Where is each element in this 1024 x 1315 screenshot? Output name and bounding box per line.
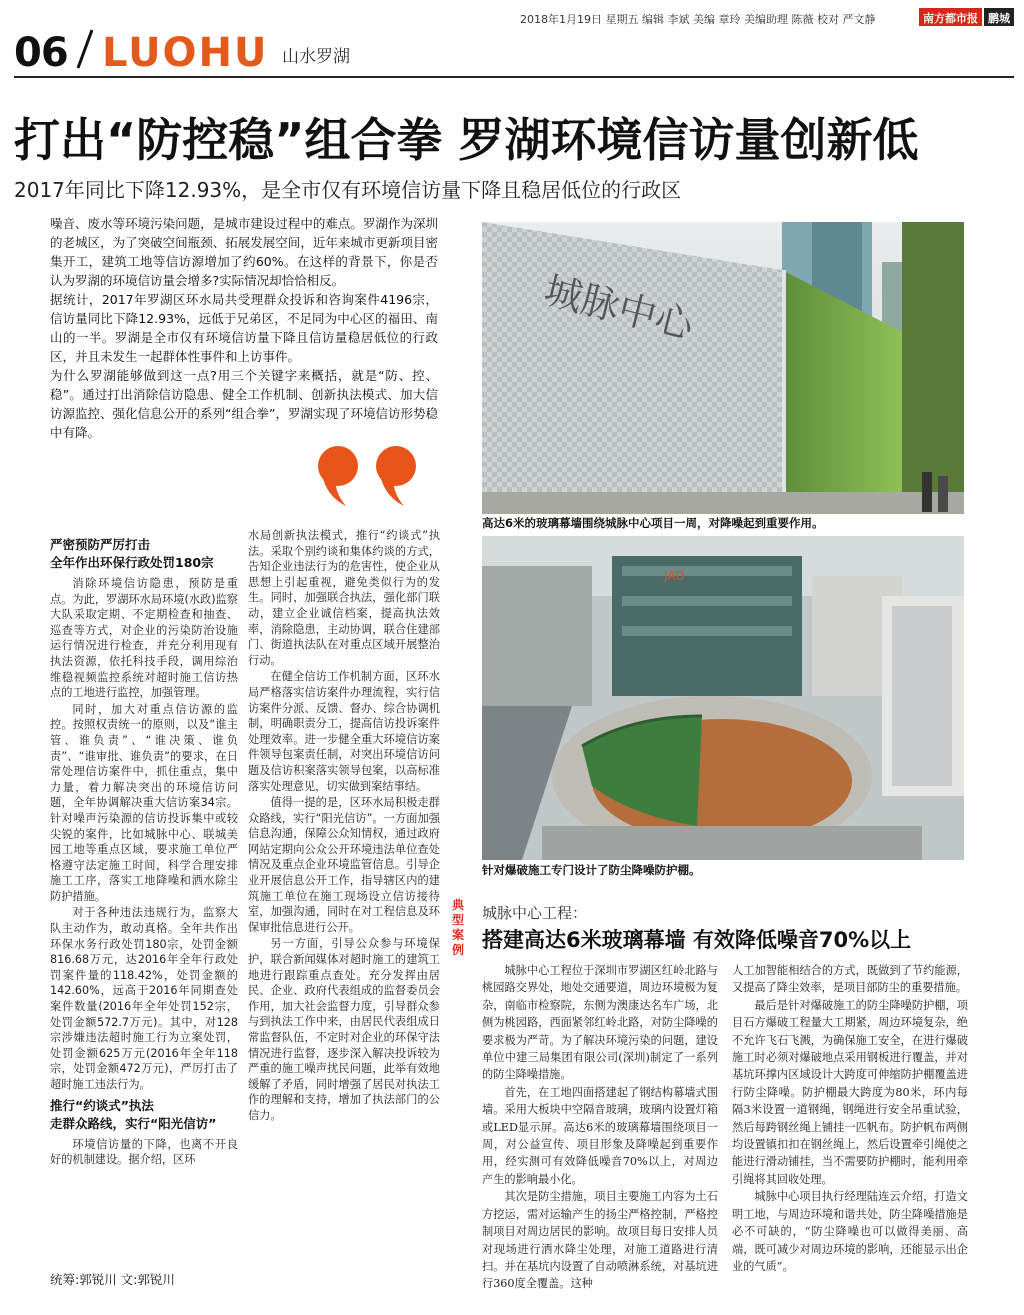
case-name: 城脉中心工程： bbox=[482, 904, 588, 922]
case-column-1 bbox=[482, 962, 718, 1293]
slash-divider bbox=[74, 26, 96, 72]
case-paragraph: 城脉中心工程位于深圳市罗湖区红岭北路与桃园路交界处，地处交通要道，周边环境极为复杂，南临市检察院，东侧为澳康达名车广场，北侧为桃园路，西面紧邻红岭北路，对防尘降噪的要求极为严苛。为了解决环境污染的问题，建设单位中建三局集团有限公司(深圳)制定了一系列的防尘降噪措施。 bbox=[482, 964, 718, 1082]
subhead-line: 推行“约谈式”执法 bbox=[50, 1097, 154, 1113]
logo-text-2: 鹏城 bbox=[984, 8, 1014, 26]
lead-paragraphs bbox=[50, 214, 438, 442]
lead-paragraph: 噪音、废水等环境污染问题，是城市建设过程中的难点。罗湖作为深圳的老城区，为了突破空间瓶颈、拓展发展空间，近年来城市更新项目密集开工，建筑工地等信访源增加了约60%。在这样的背景下，你是否认为罗湖的环境信访量会增多?实际情况却恰恰相反。 bbox=[50, 216, 438, 288]
body-paragraph: 在健全信访工作机制方面，区环水局严格落实信访案件办理流程，实行信访案件分派、反馈、督办、综合协调机制，明确职责分工，提高信访投诉案件处理效率。进一步健全重大环境信访案件领导包案责任制，对突出环境信访问题及信访积案落实领导包案，以高标准落实处理意见，切实做到案结事结。 bbox=[248, 670, 440, 793]
edition-info: 2018年1月19日 星期五 编辑 李斌 美编 章玲 美编助理 陈薇 校对 严文静 bbox=[520, 13, 876, 26]
quote-icon bbox=[312, 444, 428, 508]
lead-paragraph: 据统计，2017年罗湖区环水局共受理群众投诉和咨询案件4196宗，信访量同比下降12.93%，远低于兄弟区，不足同为中心区的福田、南山的一半。罗湖是全市仅有环境信访量下降且信访量稳居低位的行政区，并且未发生一起群体性事件和上访事件。 bbox=[50, 292, 438, 364]
section-subtitle: 山水罗湖 bbox=[282, 47, 350, 67]
page-title: 打出“防控稳”组合拳 罗湖环境信访量创新低 bbox=[14, 113, 919, 167]
body-paragraph: 同时，加大对重点信访源的监控。按照权责统一的原则，以及“谁主管、谁负责”、“谁决策、谁负责”、“谁审批、谁负责”的要求，在日常处理信访案件中，抓住重点，集中力量，着力解决突出的环境信访问题，全年协调解决重大信访案34宗。针对噪声污染源的信访投诉集中或较尖锐的案件，比如城脉中心、联城美园工地等重点区域，要求施工单位严格遵守法定施工时间，科学合理安排施工工序，落实工地降噪和洒水除尘防护措施。 bbox=[50, 702, 238, 903]
photo-sign-text: 城脉中心 bbox=[539, 268, 698, 348]
masthead-info bbox=[520, 6, 1014, 28]
newspaper-logo bbox=[919, 8, 1014, 26]
subhead-line: 严密预防严厉打击 bbox=[50, 537, 151, 552]
photo-sign-text: JAD bbox=[664, 569, 685, 583]
header-rule bbox=[14, 76, 1014, 78]
case-tag: 典型案例 bbox=[452, 898, 465, 957]
case-column-2 bbox=[732, 962, 968, 1275]
page-subtitle: 2017年同比下降12.93%，是全市仅有环境信访量下降且稳居低位的行政区 bbox=[14, 178, 682, 202]
case-paragraph: 城脉中心项目执行经理陆连云介绍，打造文明工地，与周边环境和谐共处，防尘降噪措施是必不可缺的，“防尘降噪也可以做得美丽、高端，既可减少对周边环境的影响，还能显示出企业的气质”。 bbox=[732, 1190, 968, 1273]
subhead-line: 走群众路线，实行“阳光信访” bbox=[50, 1115, 217, 1131]
subhead-2 bbox=[50, 1097, 238, 1133]
body-paragraph: 值得一提的是，区环水局积极走群众路线，实行“阳光信访”。一方面加强信息沟通，保障公众知情权，通过政府网站定期向公众公开环境违法单位查处情况及重点企业环境监管信息。引导企业开展信息公开工作，指导辖区内的建筑施工单位在施工现场设立信访接待室，加强沟通，同时在对工程信息及环保审批信息进行公开。 bbox=[248, 796, 440, 934]
body-paragraph: 对于各种违法违规行为，监察大队主动作为，敢动真格。全年共作出环保水务行政处罚180宗，处罚金额816.68万元，达2016年全年行政处罚案件量的118.42%，处罚金额的142.60%，远高于2016年同期查处案件数量(2016年全年处罚152宗，处罚金额572.7万元)。其中，对128宗涉嫌违法超时施工行为立案处罚，处罚金额625万元(2016年全年118宗，处罚金额472万元)，严厉打击了超时施工违法行为。 bbox=[50, 906, 238, 1091]
case-paragraph: 人工加智能相结合的方式，既做到了节约能源，又提高了降尘效率，是项目部防尘的重要措施。 bbox=[732, 964, 968, 995]
photo-construction-site bbox=[482, 536, 964, 860]
section-name: LUOHU bbox=[102, 30, 269, 76]
photo-glass-wall bbox=[482, 222, 964, 514]
body-paragraph: 水局创新执法模式，推行“约谈式”执法。采取个别约谈和集体约谈的方式，告知企业违法行为的危害性，使企业从思想上引起重视，避免类似行为的发生。同时，加强联合执法，强化部门联动，建立企业诚信档案，提高执法效率，消除隐患，主动协调，联合住建部门、街道执法队在对重点区域开展整治行动。 bbox=[248, 529, 440, 667]
lead-paragraph: 为什么罗湖能够做到这一点?用三个关键字来概括，就是“防、控、稳”。通过打出消除信访隐患、健全工作机制、创新执法模式、加大信访源监控、强化信息公开的系列“组合拳”，罗湖实现了环境信访形势稳中有降。 bbox=[50, 368, 438, 440]
body-paragraph: 消除环境信访隐患，预防是重点。为此，罗湖环水局环境(水政)监察大队采取定期、不定期检查和抽查、巡查等方式，对企业的污染防治设施运行情况进行检查，并充分利用现有执法资源，依托科技手段，调用综治维稳视频监控系统对超时施工信访热点的工地进行监控，加强管理。 bbox=[50, 577, 238, 700]
page-number: 06 bbox=[14, 30, 68, 76]
byline: 统筹:郭锐川 文:郭锐川 bbox=[50, 1272, 175, 1287]
article-column-2 bbox=[248, 528, 440, 1125]
case-paragraph: 首先，在工地四面搭建起了钢结构幕墙式围墙。采用大板块中空隔音玻璃，玻璃内设置灯箱或LED显示屏。高达6米的玻璃幕墙围绕项目一周，对公益宣传、项目形象及降噪起到重要作用，经实测可有效降低噪音70%以上，对周边产生的影响最小化。 bbox=[482, 1085, 718, 1186]
subhead-1 bbox=[50, 536, 238, 572]
photo-glass-wall-image bbox=[482, 222, 964, 514]
photo-caption-2: 针对爆破施工专门设计了防尘降噪防护棚。 bbox=[482, 863, 701, 877]
case-paragraph: 最后是针对爆破施工的防尘降噪防护棚，项目石方爆破工程量大工期紧，周边环境复杂，绝不允许飞石飞溅，为确保施工安全，在进行爆破施工时必须对爆破地点采用钢板进行覆盖，并对基坑环撑内区域设计大跨度可伸缩防护棚覆盖进行防尘降噪。防护棚最大跨度为80米，环内每隔3米设置一道钢绳，钢绳进行安全吊重试验，然后每跨钢丝绳上铺挂一匹帆布。防护帆布两侧均设置镇扣扣在钢丝绳上，然后设置牵引绳使之能进行滑动铺挂，当不需要防护棚时，能利用牵引绳将其回收处理。 bbox=[732, 998, 968, 1186]
photo-construction-image bbox=[482, 536, 964, 860]
subhead-line: 全年作出环保行政处罚180宗 bbox=[50, 555, 214, 570]
logo-text: 南方都市报 bbox=[919, 8, 982, 26]
article-column-1 bbox=[50, 532, 238, 1169]
body-paragraph: 另一方面，引导公众参与环境保护，联合新闻媒体对超时施工的建筑工地进行跟踪重点查处。充分发挥由居民、企业、政府代表组成的监督委员会作用，加大社会监督力度，引导群众参与到执法工作中来，由居民代表组成日常监督队伍，不定时对企业的环保守法情况进行监督，逐步深入解决投诉较为严重的施工噪声扰民问题，此举有效地缓解了矛盾，同时增强了居民对执法工作的理解和支持，增加了执法部门的公信力。 bbox=[248, 937, 440, 1122]
photo-caption-1: 高达6米的玻璃幕墙围绕城脉中心项目一周，对降噪起到重要作用。 bbox=[482, 516, 824, 530]
body-paragraph: 环境信访量的下降，也离不开良好的机制建设。据介绍，区环 bbox=[50, 1137, 238, 1167]
case-paragraph: 其次是防尘措施，项目主要施工内容为土石方挖运，需对运输产生的扬尘严格控制，严格控制项目对周边居民的影响。故项目每日安排人员对现场进行洒水降尘处理，对施工道路进行清扫。并在基坑内设置了自动喷淋系统，对基坑进行360度全覆盖。这种 bbox=[482, 1190, 718, 1291]
case-title: 搭建高达6米玻璃幕墙 有效降低噪音70%以上 bbox=[482, 928, 912, 952]
